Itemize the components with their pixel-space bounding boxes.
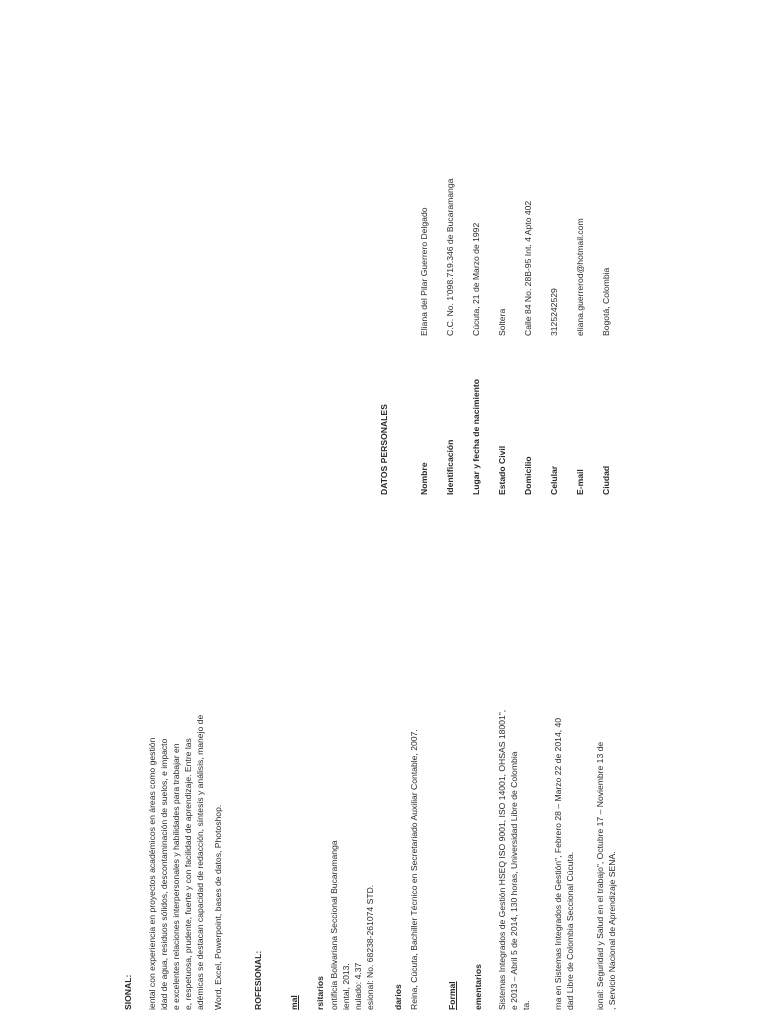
university-label: rsitarios	[315, 976, 325, 1010]
profile-line-6: Word, Excel, Powerpoint, bases de datos, Photoshop.	[213, 804, 223, 1010]
personal-label-identificacion: Identificación	[445, 439, 455, 495]
personal-label-nacimiento: Lugar y fecha de nacimiento	[471, 378, 481, 495]
personal-value-email: eliana.guerrerod@hotmail.com	[575, 218, 585, 336]
profile-line-3: e excelentes relaciones interpersonales y habilidades para trabajar en	[171, 743, 181, 1010]
training-heading: ROFESIONAL:	[253, 950, 263, 1010]
personal-label-ciudad: Ciudad	[601, 465, 611, 495]
course-1-line-1: Sistemas Integrados de Gestión HSEQ ISO 9001, ISO 14001, OHSAS 18001",	[497, 709, 507, 1010]
personal-value-estado-civil: Soltera	[497, 308, 507, 336]
personal-label-celular: Celular	[549, 465, 559, 495]
personal-value-nombre: Eliana del Pilar Guerrero Delgado	[419, 207, 429, 336]
university-line-1: ontificia Bolivariana Seccional Bucaramanga	[329, 840, 339, 1010]
secondary-label: darios	[393, 984, 403, 1010]
personal-value-ciudad: Bogotá, Colombia	[601, 267, 611, 336]
university-line-4: esional: No. 68238-261074 STD.	[365, 884, 375, 1010]
personal-label-estado-civil: Estado Civil	[497, 445, 507, 495]
course-2-line-1: rna en Sistemas Integrados de Gestión", Febrero 28 – Marzo 22 de 2014, 40	[553, 717, 563, 1010]
profile-line-2: idad de agua, residuos sólidos, descontaminación de suelos, e impacto	[159, 738, 169, 1010]
personal-value-celular: 3125242529	[549, 288, 559, 336]
nonformal-education-label: Formal	[447, 981, 457, 1010]
university-line-2: iental, 2013.	[341, 963, 351, 1010]
secondary-line: Reina, Cúcuta, Bachiller Técnico en Secretariado Auxiliar Contable, 2007.	[409, 729, 419, 1010]
personal-value-domicilio: Calle 84 No. 28B-95 Int. 4 Apto 402	[523, 200, 533, 336]
personal-data-heading: DATOS PERSONALES	[379, 404, 389, 495]
personal-label-domicilio: Domicilio	[523, 456, 533, 495]
course-1-line-2: e 2013 – Abril 5 de 2014, 130 horas, Universidad Libre de Colombia	[509, 751, 519, 1010]
complementary-label: ementarios	[473, 964, 483, 1010]
course-2-line-2: dad Libre de Colombia Seccional Cúcuta.	[565, 851, 575, 1010]
profile-line-5: adémicas se destacan capacidad de redacción, síntesis y análisis, manejo de	[195, 714, 205, 1010]
personal-value-nacimiento: Cúcuta, 21 de Marzo de 1992	[471, 222, 481, 336]
course-3-line-2: , Servicio Nacional de Aprendizaje SENA.	[607, 851, 617, 1010]
university-line-3: nulado: 4.37	[353, 962, 363, 1010]
course-1-line-3: ta.	[521, 1000, 531, 1010]
profile-line-1: iental con experiencia en proyectos académicos en áreas como gestión	[147, 737, 157, 1010]
course-3-line-1: ional: Seguridad y Salud en el trabajo", Octubre 17 – Noviembre 13 de	[595, 741, 605, 1010]
formal-education-label: mal	[289, 995, 299, 1010]
profile-heading: SIONAL:	[123, 974, 133, 1010]
personal-label-nombre: Nombre	[419, 462, 429, 495]
personal-value-identificacion: C.C. No. 1'098.719.346 de Bucaramanga	[445, 178, 455, 336]
profile-line-4: e, respetuosa, prudente, fuerte y con facilidad de aprendizaje. Entre las	[183, 738, 193, 1010]
personal-label-email: E-mail	[575, 469, 585, 495]
